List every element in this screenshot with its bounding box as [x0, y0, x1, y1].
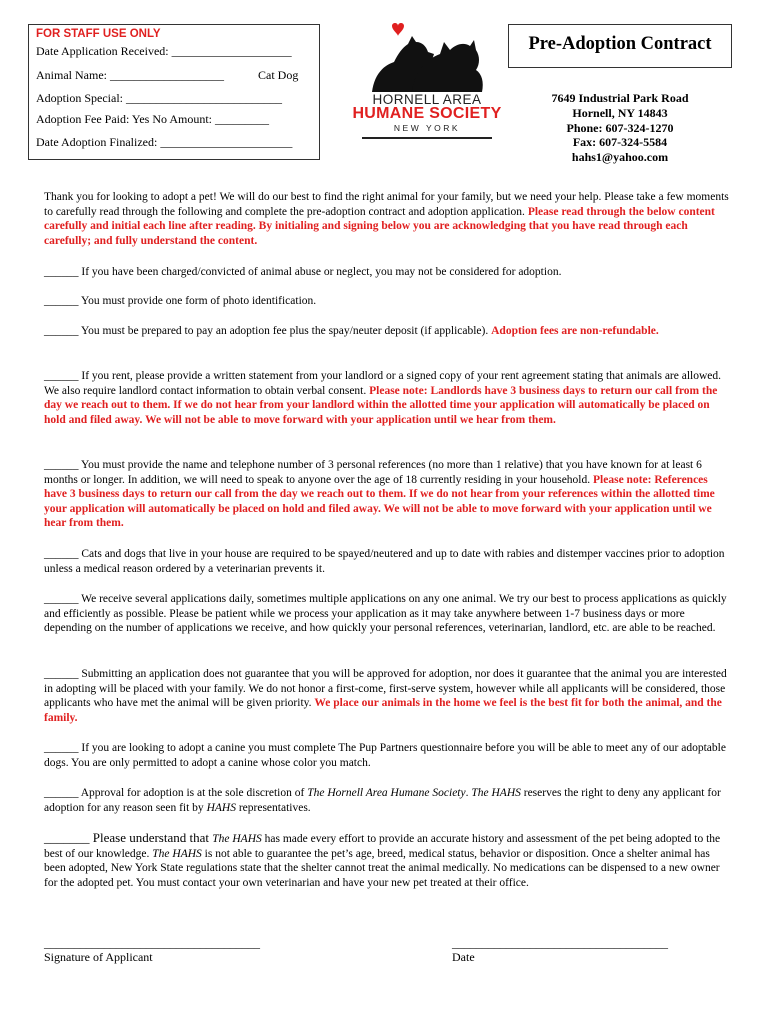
intro-warning: Please read through the below content carefully and initial each line after reading. By initialing and signing below you are acknowledging that you have read through each carefully; and fully understand the content.	[44, 205, 715, 247]
clause-text: ______ Approval for adoption is at the sole discretion of	[44, 787, 308, 799]
clause-processing	[44, 592, 730, 636]
date-field[interactable]: ____________________________________	[452, 936, 668, 950]
org-name: The Hornell Area Humane Society	[307, 787, 466, 799]
date-label: Date	[452, 950, 475, 964]
clause-text: .	[465, 787, 472, 799]
clause-warning: Please note: Landlords have 3 business days to return our call from the day we reach out to them. If we do not hear from your landlord within the allotted time your application will automatically be placed on hold and filed away. We will not be able to move forward with your application until we hear from them.	[44, 384, 718, 426]
clause-text: has made every effort to provide an accurate history and assessment of the pet being adopted to the best of our knowledge.	[44, 833, 721, 860]
clause-spay-neuter	[44, 547, 730, 576]
intro-paragraph	[44, 190, 730, 248]
logo-underline	[362, 137, 492, 139]
page-title: Pre-Adoption Contract	[528, 34, 712, 54]
clause-text: ______ We receive several applications daily, sometimes multiple applications on any one animal. We try our best to process applications as quickly and efficiently as possible. Please be patient while we process your application as it may take anywhere between 1-7 business days or more depending on the number of applications we receive, and how quickly your personal references, veterinarian, landlord, etc. are able to be reached.	[44, 593, 727, 635]
org-abbrev: HAHS	[206, 801, 236, 814]
org-abbrev: The HAHS	[152, 847, 202, 860]
clause-text: ______ You must be prepared to pay an adoption fee plus the spay/neuter deposit (if applicable).	[44, 325, 492, 337]
adoption-fee-field[interactable]: Adoption Fee Paid: Yes No Amount: _________	[36, 112, 270, 126]
date-finalized-field[interactable]: Date Adoption Finalized: ______________________	[36, 135, 293, 149]
clause-photo-id	[44, 294, 730, 309]
date-received-field[interactable]: Date Application Received: ____________________	[36, 44, 292, 58]
logo-line-2: HUMANE SOCIETY	[352, 105, 502, 122]
org-abbrev: The HAHS	[212, 833, 262, 845]
address-line: 7649 Industrial Park Road	[551, 91, 689, 105]
clause-text: ______ Submitting an application does not guarantee that you will be approved for adoption, nor does it guarantee that the animal you are interested in adopting will be placed with your family. We do not honor a first-come, first-serve system, however while all applicants will be considered, those applicants who have met the animal will be given priority.	[44, 668, 727, 710]
clause-text: reserves the right to deny any applicant for adoption for any reason seen fit by	[44, 787, 721, 814]
clause-warning: Please note: References have 3 business days to return our call from the day we reach out to them. If we do not hear from your references within the allotted time your application will automatically be placed on hold and filed away. We will not be able to move forward with your application until we hear from them.	[44, 473, 715, 530]
clause-approval	[44, 786, 730, 815]
org-abbrev: The HAHS	[471, 787, 521, 799]
cat-dog-options[interactable]: Cat Dog	[258, 68, 299, 82]
clause-text: ______ If you are looking to adopt a canine you must complete The Pup Partners questionnaire before you will be able to meet any of our adoptable dogs. You are only permitted to adopt a canine whose color you match.	[44, 742, 726, 769]
clause-text: ______ You must provide one form of photo identification.	[44, 295, 317, 307]
clause-text: ______ You must provide the name and telephone number of 3 personal references (no more than 1 relative) that you have known for at least 6 months or longer. In addition, we will need to speak to anyone over the age of 18 currently residing in your household.	[44, 459, 702, 486]
intro-text: Thank you for looking to adopt a pet! We will do our best to find the right animal for your family, but we need your help. Please take a few moments to carefully read through the following and complete the pre-adoption contract and adoption application.	[44, 191, 729, 218]
clause-warning: We place our animals in the home we feel is the best fit for both the animal, and the family.	[44, 697, 722, 724]
phone-line: Phone: 607-324-1270	[566, 120, 674, 135]
signature-label: Signature of Applicant	[44, 950, 153, 964]
clause-text: _______ Please understand that	[44, 830, 213, 845]
signature-field[interactable]: ____________________________________	[44, 936, 260, 950]
address-block	[510, 91, 730, 165]
clause-references	[44, 458, 730, 531]
email-line: hahs1@yahoo.com	[571, 150, 669, 165]
animal-name-field[interactable]: Animal Name: ___________________	[36, 68, 224, 82]
clause-no-guarantee	[44, 667, 730, 725]
address-line: Hornell, NY 14843	[572, 105, 668, 120]
clause-warning: Adoption fees are non-refundable.	[491, 325, 659, 337]
staff-use-title: FOR STAFF USE ONLY	[36, 28, 161, 40]
clause-adoption-fee	[44, 324, 730, 339]
clause-text: ______ Cats and dogs that live in your house are required to be spayed/neutered and up to date with rabies and distemper vaccines prior to adoption unless a medical reason ordered by a veterinarian prevents it.	[44, 548, 725, 575]
clause-text: is not able to guarantee the pet’s age, breed, medical status, behavior or disposition. Once a shelter animal has been adopted, New York State regulations state that the shelter cannot treat the animal medically. No medications can be dispensed to a new owner for the adopted pet. You must contact your own veterinarian and have your new pet treated at their office.	[44, 847, 720, 889]
clause-canine	[44, 741, 730, 770]
clause-text: ______ If you have been charged/convicted of animal abuse or neglect, you may not be considered for adoption.	[44, 266, 562, 278]
logo-line-1: HORNELL AREA	[372, 92, 482, 107]
clause-abuse	[44, 265, 730, 280]
clause-text: ______ If you rent, please provide a written statement from your landlord or a signed copy of your rent agreement stating that animals are allowed. We also require landlord contact information to obtain verbal consent.	[44, 370, 722, 397]
heart-icon	[392, 23, 404, 36]
clause-understanding	[44, 831, 730, 890]
logo-line-3: NEW YORK	[393, 123, 461, 133]
adoption-special-field[interactable]: Adoption Special: __________________________	[36, 91, 282, 105]
fax-line: Fax: 607-324-5584	[572, 135, 668, 150]
clause-text: representatives.	[235, 801, 311, 814]
clause-landlord	[44, 369, 730, 427]
